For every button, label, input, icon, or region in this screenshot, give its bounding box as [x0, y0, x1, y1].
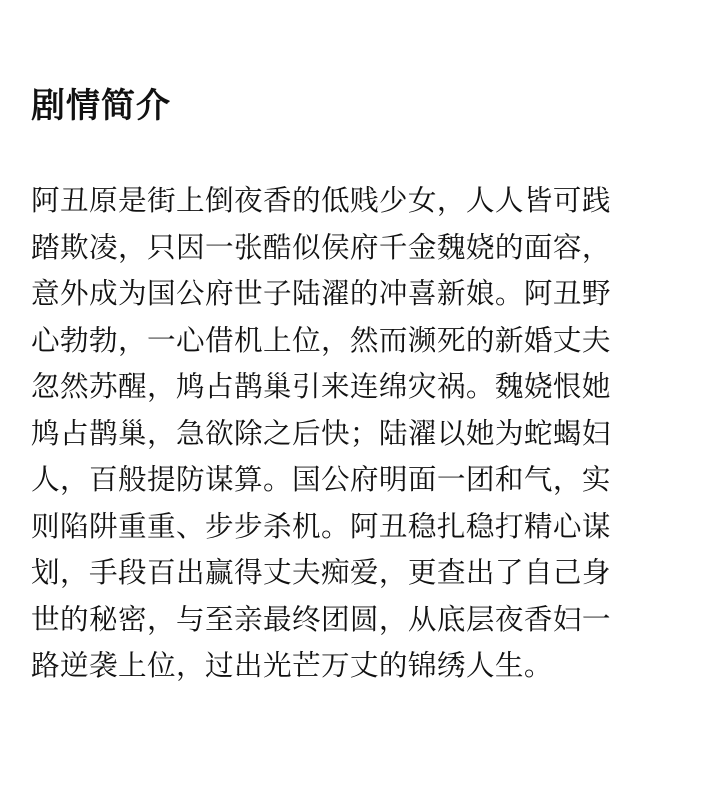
section-heading: 剧情简介: [31, 86, 171, 126]
synopsis-line: 划，手段百出赢得丈夫痴爱，更查出了自己身: [31, 555, 611, 589]
synopsis-line: 路逆袭上位，过出光芒万丈的锦绣人生。: [31, 648, 553, 682]
synopsis-line: 世的秘密，与至亲最终团圆，从底层夜香妇一: [31, 601, 611, 636]
synopsis-line: 忽然苏醒，鸠占鹊巢引来连绵灾祸。魏娆恨她: [31, 369, 611, 403]
synopsis-line: 心勃勃，一心借机上位，然而濒死的新婚丈夫: [31, 322, 611, 357]
synopsis-line: 鸠占鹊巢，急欲除之后快；陆濯以她为蛇蝎妇: [31, 415, 611, 450]
synopsis-paragraph: [31, 177, 691, 689]
synopsis-line: 阿丑原是街上倒夜香的低贱少女，人人皆可践: [31, 183, 611, 217]
synopsis-line: 意外成为国公府世子陆濯的冲喜新娘。阿丑野: [31, 276, 611, 310]
synopsis-line: 则陷阱重重、步步杀机。阿丑稳扎稳打精心谋: [31, 508, 611, 543]
synopsis-line: 踏欺凌，只因一张酷似侯府千金魏娆的面容，: [31, 229, 611, 264]
synopsis-line: 人，百般提防谋算。国公府明面一团和气，实: [31, 462, 611, 496]
